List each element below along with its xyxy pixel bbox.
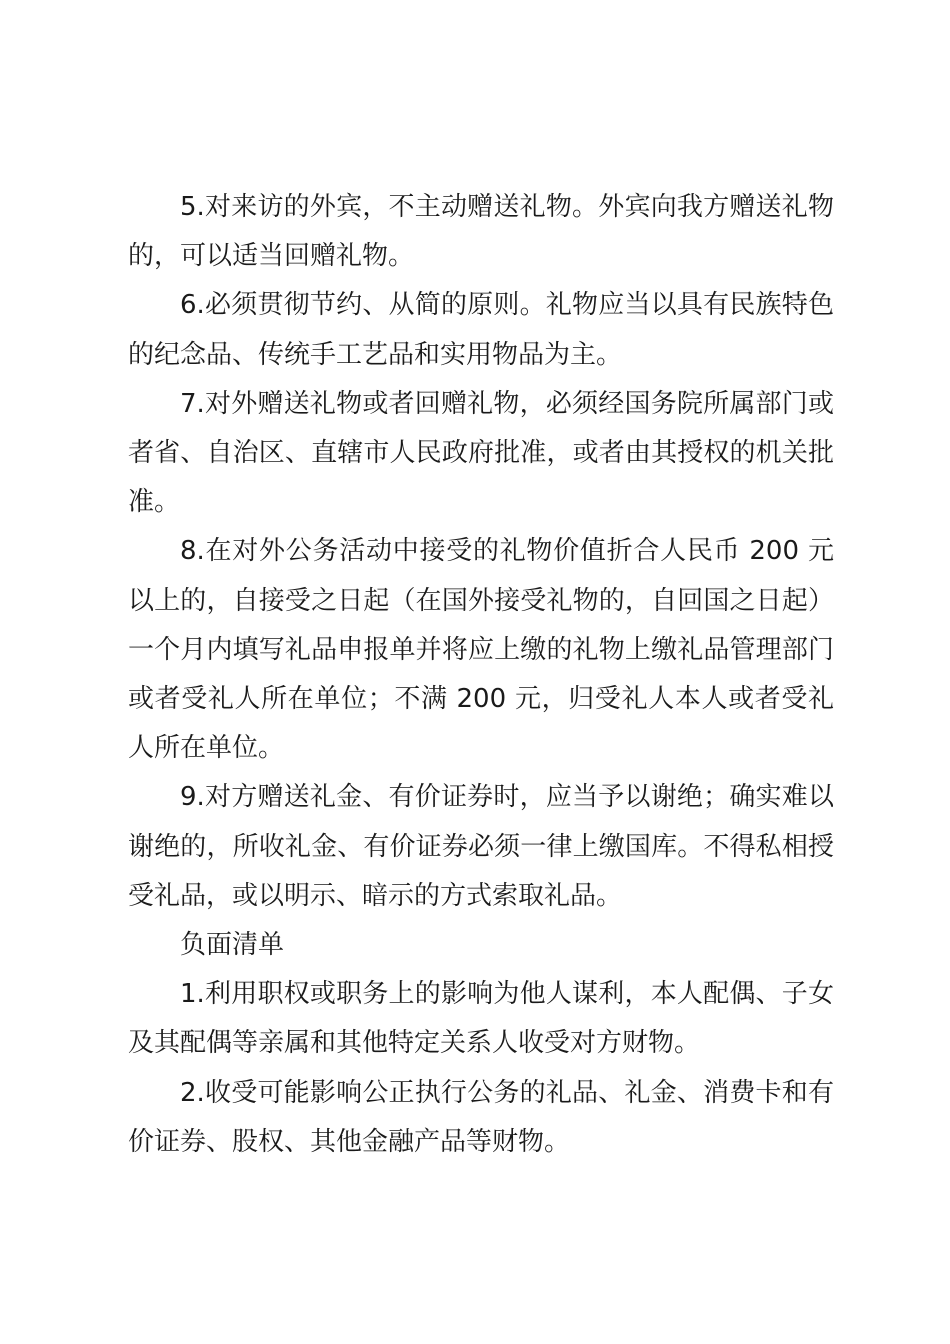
negative-list-item-1: 1.利用职权或职务上的影响为他人谋利，本人配偶、子女及其配偶等亲属和其他特定关系人收受对方财物。 xyxy=(128,979,834,1059)
paragraph-item-9: 9.对方赠送礼金、有价证券时，应当予以谢绝；确实难以谢绝的，所收礼金、有价证券必须一律上缴国库。不得私相授受礼品，或以明示、暗示的方式索取礼品。 xyxy=(128,782,834,911)
section-heading-negative-list: 负面清单 xyxy=(180,930,285,961)
paragraph-item-7: 7.对外赠送礼物或者回赠礼物，必须经国务院所属部门或者省、自治区、直辖市人民政府批准，或者由其授权的机关批准。 xyxy=(128,388,834,518)
paragraph-item-5: 5.对来访的外宾，不主动赠送礼物。外宾向我方赠送礼物的，可以适当回赠礼物。 xyxy=(128,192,834,272)
paragraph-item-6: 6.必须贯彻节约、从简的原则。礼物应当以具有民族特色的纪念品、传统手工艺品和实用物品为主。 xyxy=(128,290,834,370)
paragraph-item-8: 8.在对外公务活动中接受的礼物价值折合人民币 200 元以上的，自接受之日起（在国外接受礼物的，自回国之日起）一个月内填写礼品申报单并将应上缴的礼物上缴礼品管理部门或者受礼人所在单位；不满 200 元，归受礼人本人或者受礼人所在单位。 xyxy=(128,536,834,764)
negative-list-item-2: 2.收受可能影响公正执行公务的礼品、礼金、消费卡和有价证券、股权、其他金融产品等财物。 xyxy=(128,1077,834,1157)
document-body xyxy=(128,183,834,1167)
